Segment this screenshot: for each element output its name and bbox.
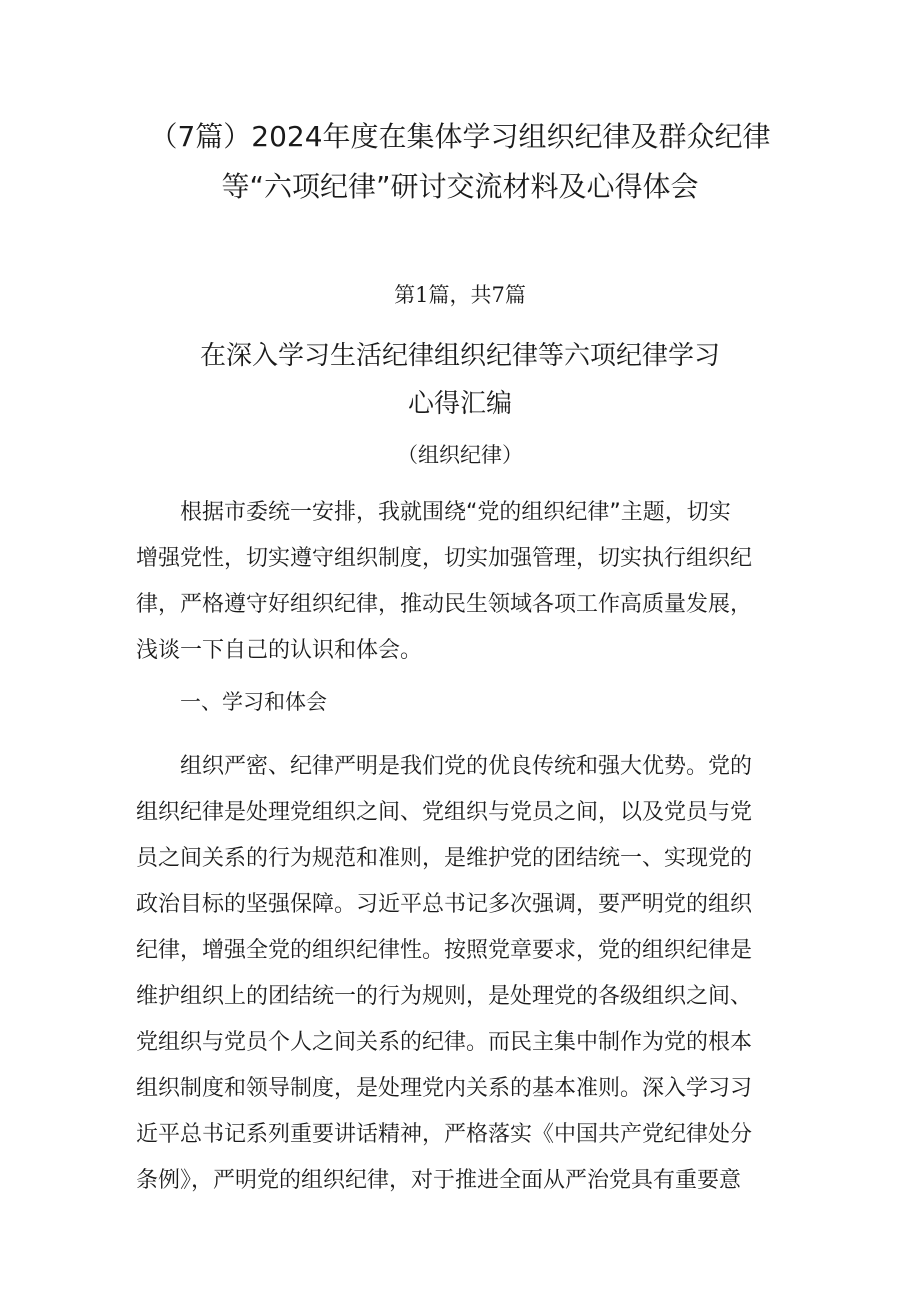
part-label: 第1篇，共7篇: [394, 283, 526, 307]
text-line: 组织严密、纪律严明是我们党的优良传统和强大优势。党的: [180, 754, 753, 779]
text-line: 浅谈一下自己的认识和体会。: [136, 638, 423, 663]
text-line: 增强党性，切实遵守组织制度，切实加强管理，切实执行组织纪: [136, 546, 753, 571]
text-line: 员之间关系的行为规范和准则，是维护党的团结统一、实现党的: [136, 846, 753, 871]
subtitle-line: 在深入学习生活纪律组织纪律等六项纪律学习: [199, 341, 720, 371]
intro-paragraph: [136, 490, 786, 674]
text-line: 组织纪律是处理党组织之间、党组织与党员之间，以及党员与党: [136, 800, 753, 825]
text-line: 根据市委统一安排，我就围绕“党的组织纪律”主题，切实: [180, 500, 731, 525]
text-line: 律，严格遵守好组织纪律，推动民生领域各项工作高质量发展，: [136, 592, 753, 617]
text-line: 条例》，严明党的组织纪律，对于推进全面从严治党具有重要意: [136, 1168, 742, 1193]
text-line: 党组织与党员个人之间关系的纪律。而民主集中制作为党的根本: [136, 1030, 753, 1055]
article-title: [0, 332, 920, 428]
text-line: 维护组织上的团结统一的行为规则，是处理党的各级组织之间、: [136, 984, 753, 1009]
section-tag: （组织纪律）: [397, 443, 523, 467]
title-line: 等“六项纪律”研讨交流材料及心得体会: [221, 170, 699, 203]
document-title: [0, 112, 920, 212]
text-line: 组织制度和领导制度，是处理党内关系的基本准则。深入学习习: [136, 1076, 753, 1101]
text-line: 近平总书记系列重要讲话精神，严格落实《中国共产党纪律处分: [136, 1122, 753, 1147]
section-heading: 一、学习和体会: [180, 690, 327, 714]
title-line: （7篇）2024年度在集体学习组织纪律及群众纪律: [149, 120, 771, 153]
text-line: 纪律，增强全党的组织纪律性。按照党章要求，党的组织纪律是: [136, 938, 753, 963]
text-line: 政治目标的坚强保障。习近平总书记多次强调，要严明党的组织: [136, 892, 753, 917]
body-paragraph: [136, 744, 786, 1204]
subtitle-line: 心得汇编: [407, 389, 512, 419]
